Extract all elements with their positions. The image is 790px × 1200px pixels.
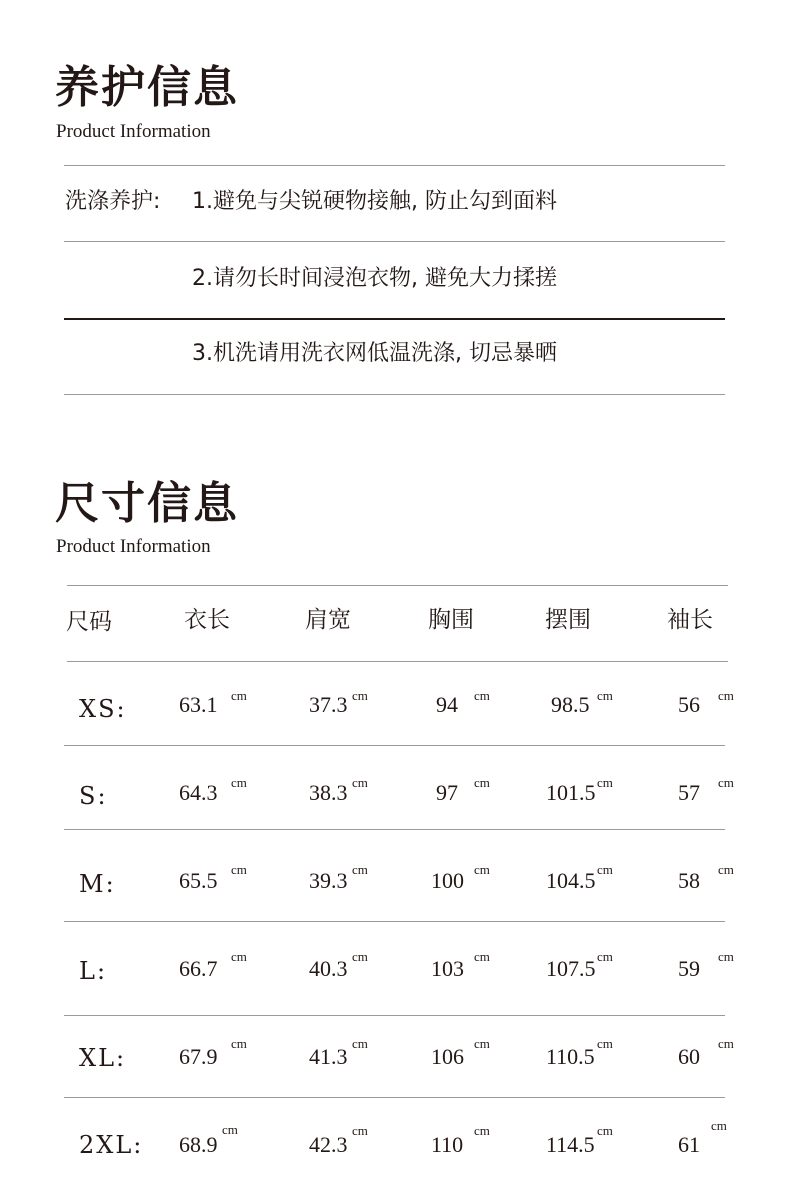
unit-label: cm: [474, 1123, 490, 1138]
unit-label: cm: [474, 1036, 490, 1051]
cell-sleeve: 60: [678, 1044, 700, 1069]
unit-label: cm: [718, 1036, 734, 1051]
cell-sleeve: 58: [678, 868, 700, 893]
row-rule: [64, 1015, 725, 1016]
size-label-xs: XS:: [79, 695, 127, 723]
size-label-m: M:: [79, 870, 116, 898]
divider: [64, 241, 725, 242]
header-length: 衣长: [184, 607, 230, 633]
unit-label: cm: [718, 949, 734, 964]
unit-label: cm: [711, 1118, 727, 1133]
unit-label: cm: [231, 688, 247, 703]
unit-label: cm: [597, 1123, 613, 1138]
care-title: 养护信息: [55, 62, 239, 113]
size-label-l: L:: [79, 957, 108, 985]
size-subtitle: Product Information: [56, 536, 211, 557]
cell-length: 63.1: [179, 692, 218, 717]
cell-length: 68.9: [179, 1132, 218, 1157]
row-rule: [64, 829, 725, 830]
unit-label: cm: [718, 775, 734, 790]
row-rule: [64, 745, 725, 746]
row-rule: [64, 1097, 725, 1098]
cell-sleeve: 61: [678, 1132, 700, 1157]
divider: [64, 394, 725, 395]
size-label-s: S:: [79, 782, 108, 810]
unit-label: cm: [597, 775, 613, 790]
cell-hem: 114.5: [546, 1132, 595, 1157]
header-hem: 摆围: [545, 607, 591, 633]
unit-label: cm: [231, 862, 247, 877]
unit-label: cm: [231, 949, 247, 964]
cell-hem: 101.5: [546, 780, 596, 805]
cell-shoulder: 38.3: [309, 780, 348, 805]
cell-hem: 107.5: [546, 956, 596, 981]
divider: [64, 165, 725, 166]
unit-label: cm: [474, 862, 490, 877]
cell-chest: 106: [431, 1044, 464, 1069]
unit-label: cm: [352, 688, 368, 703]
cell-shoulder: 42.3: [309, 1132, 348, 1157]
header-shoulder: 肩宽: [305, 607, 351, 633]
care-item-2: 2.请勿长时间浸泡衣物, 避免大力揉搓: [192, 266, 557, 291]
care-item-3: 3.机洗请用洗衣网低温洗涤, 切忌暴晒: [192, 341, 557, 366]
unit-label: cm: [231, 775, 247, 790]
cell-chest: 94: [436, 692, 458, 717]
cell-hem: 104.5: [546, 868, 596, 893]
care-item-1: 1.避免与尖锐硬物接触, 防止勾到面料: [192, 189, 557, 214]
cell-length: 67.9: [179, 1044, 218, 1069]
cell-chest: 103: [431, 956, 464, 981]
cell-shoulder: 37.3: [309, 692, 348, 717]
header-size: 尺码: [66, 609, 112, 635]
table-top-rule: [67, 585, 728, 586]
cell-shoulder: 41.3: [309, 1044, 348, 1069]
cell-sleeve: 56: [678, 692, 700, 717]
unit-label: cm: [222, 1122, 238, 1137]
unit-label: cm: [352, 775, 368, 790]
unit-label: cm: [597, 949, 613, 964]
unit-label: cm: [597, 862, 613, 877]
size-label-xl: XL:: [79, 1044, 127, 1072]
cell-shoulder: 39.3: [309, 868, 348, 893]
cell-chest: 110: [431, 1132, 464, 1157]
cell-length: 66.7: [179, 956, 218, 981]
size-label-2xl: 2XL:: [79, 1131, 144, 1159]
unit-label: cm: [352, 1036, 368, 1051]
divider: [64, 318, 725, 320]
care-label: 洗涤养护:: [65, 189, 161, 214]
row-rule: [64, 921, 725, 922]
unit-label: cm: [474, 775, 490, 790]
size-title: 尺寸信息: [55, 478, 239, 529]
cell-length: 65.5: [179, 868, 218, 893]
unit-label: cm: [718, 688, 734, 703]
unit-label: cm: [597, 688, 613, 703]
cell-chest: 97: [436, 780, 458, 805]
unit-label: cm: [474, 688, 490, 703]
unit-label: cm: [352, 949, 368, 964]
unit-label: cm: [352, 862, 368, 877]
header-chest: 胸围: [428, 607, 474, 633]
unit-label: cm: [474, 949, 490, 964]
cell-hem: 110.5: [546, 1044, 595, 1069]
cell-hem: 98.5: [551, 692, 590, 717]
cell-shoulder: 40.3: [309, 956, 348, 981]
care-subtitle: Product Information: [56, 121, 211, 142]
unit-label: cm: [718, 862, 734, 877]
unit-label: cm: [597, 1036, 613, 1051]
cell-chest: 100: [431, 868, 464, 893]
header-rule: [67, 661, 728, 662]
cell-sleeve: 57: [678, 780, 700, 805]
cell-length: 64.3: [179, 780, 218, 805]
cell-sleeve: 59: [678, 956, 700, 981]
unit-label: cm: [352, 1123, 368, 1138]
unit-label: cm: [231, 1036, 247, 1051]
header-sleeve: 袖长: [667, 607, 713, 633]
